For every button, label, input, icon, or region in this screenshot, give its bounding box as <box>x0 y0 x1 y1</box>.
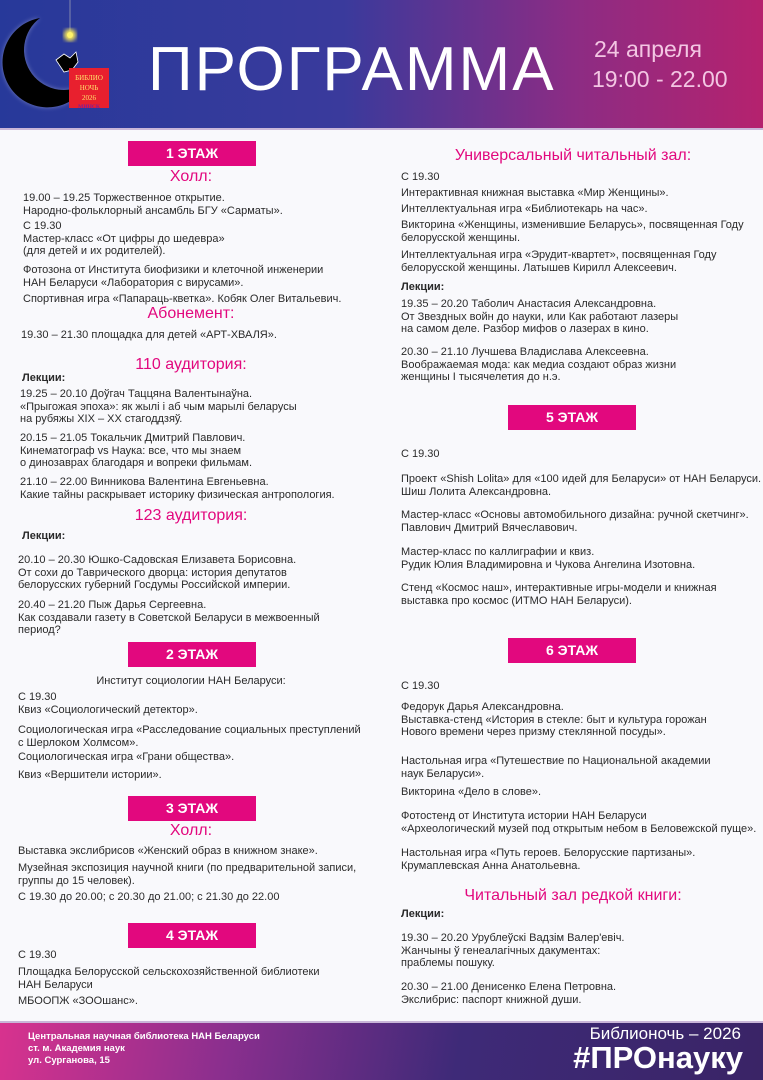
hall-heading: Холл: <box>169 822 213 839</box>
page-title: ПРОГРАММА <box>148 35 556 104</box>
program-item: Проект «Shish Lolita» для «100 идей для Беларуси» от НАН Беларуси. Шиш Лолита Александровна. <box>401 473 762 498</box>
lecture-item: 19.30 – 20.20 Урублеўскі Вадзім Валер'евіч. Жанчыны ў генеалагічных дакументах: праблемы пошуку. <box>401 932 625 970</box>
program-item: 19.00 – 19.25 Торжественное открытие. Народно-фольклорный ансамбль БГУ «Сарматы». <box>23 192 283 217</box>
program-item: Фотозона от Института биофизики и клеточной инженерии НАН Беларуси «Лаборатория с вирусами». <box>23 264 324 289</box>
lecture-item: 20.10 – 20.30 Юшко-Садовская Елизавета Борисовна. От сохи до Таврического дворца: история депутатов белорусских губерний Госдумы Российской империи. <box>18 554 297 592</box>
program-item: Фотостенд от Института истории НАН Беларуси «Археологический музей под открытым небом в Беловежской пуще». <box>401 810 757 835</box>
lectures-label: Лекции: <box>22 372 66 384</box>
floor-1-heading: 1 ЭТАЖ <box>128 141 256 166</box>
program-item: Площадка Белорусской сельскохозяйственной библиотеки НАН Беларуси <box>18 966 320 991</box>
lecture-item: 20.15 – 21.05 Токальчик Дмитрий Павлович. Кинематограф vs Наука: все, что мы знаем о динозаврах благодаря и вопреки фильмам. <box>20 432 253 470</box>
program-item: С 19.30 <box>401 171 440 183</box>
program-item: Интеллектуальная игра «Эрудит-квартет», посвященная Году белорусской женщины. Латышев Кирилл Алексеевич. <box>401 249 717 274</box>
lectures-label: Лекции: <box>401 908 445 920</box>
floor-4-heading: 4 ЭТАЖ <box>128 923 256 948</box>
event-date: 24 апреля <box>594 36 702 62</box>
program-item: С 19.30 Мастер-класс «От цифры до шедевра» (для детей и их родителей). <box>23 220 225 258</box>
reading-hall-heading: Универсальный читальный зал: <box>454 147 692 164</box>
program-item: С 19.30 до 20.00; с 20.30 до 21.00; с 21.30 до 22.00 <box>18 891 280 903</box>
event-time: 19:00 - 22.00 <box>592 66 728 92</box>
program-item: Музейная экспозиция научной книги (по предварительной записи, группы до 15 человек). <box>18 862 357 887</box>
program-item: Стенд «Космос наш», интерактивные игры-модели и книжная выставка про космос (ИТМО НАН Беларуси). <box>401 582 717 607</box>
program-item: С 19.30 <box>18 949 57 961</box>
rare-books-hall-heading: Читальный зал редкой книги: <box>464 887 682 904</box>
lecture-item: 20.30 – 21.10 Лучшева Владислава Алексеевна. Воображаемая мода: как медиа создают образ жизни женщины I тысячелетия до н.э. <box>401 346 677 384</box>
floor-3-heading: 3 ЭТАЖ <box>128 796 256 821</box>
svg-text:НОЧЬ: НОЧЬ <box>79 84 99 92</box>
program-item: Социологическая игра «Расследование социальных преступлений с Шерлоком Холмсом». <box>18 724 361 749</box>
svg-text:МИНСК: МИНСК <box>78 104 100 110</box>
floor-2-heading: 2 ЭТАЖ <box>128 642 256 667</box>
auditorium-123-heading: 123 аудитория: <box>134 507 248 524</box>
program-item: 19.30 – 21.30 площадка для детей «АРТ-ХВАЛЯ». <box>21 329 277 341</box>
program-item: С 19.30 <box>401 448 440 460</box>
program-item: Интеллектуальная игра «Библиотекарь на час». <box>401 203 648 215</box>
program-item: Мастер-класс «Основы автомобильного дизайна: ручной скетчинг». Павлович Дмитрий Вячеславович. <box>401 509 749 534</box>
program-item: С 19.30 <box>401 680 440 692</box>
library-address: Центральная научная библиотека НАН Беларуси ст. м. Академия наук ул. Сурганова, 15 <box>28 1031 260 1066</box>
biblionight-logo <box>0 0 140 130</box>
floor-6-heading: 6 ЭТАЖ <box>508 638 636 663</box>
program-item: Викторина «Женщины, изменившие Беларусь», посвященная Году белорусской женщины. <box>401 219 744 244</box>
lecture-item: 20.30 – 21.00 Денисенко Елена Петровна. Экслибрис: паспорт книжной души. <box>401 981 617 1006</box>
program-item: Спортивная игра «Папараць-кветка». Кобяк Олег Витальевич. <box>23 293 342 305</box>
lectures-label: Лекции: <box>401 281 445 293</box>
hall-heading: Холл: <box>169 168 213 185</box>
footer-banner <box>0 1021 763 1080</box>
lecture-item: 20.40 – 21.20 Пыж Дарья Сергеевна. Как создавали газету в Советской Беларуси в межвоенный период? <box>18 599 320 637</box>
program-item: Интерактивная книжная выставка «Мир Женщины». <box>401 187 669 199</box>
program-item: С 19.30 Квиз «Социологический детектор». <box>18 691 198 716</box>
lecture-item: 19.25 – 20.10 Доўгач Таццяна Валентынаўна. «Прыгожая эпоха»: як жылі і аб чым марылі беларусы на рубяжы XIX – XX стагоддзяў. <box>20 388 297 426</box>
floor-5-heading: 5 ЭТАЖ <box>508 405 636 430</box>
svg-text:БИБЛИО: БИБЛИО <box>75 74 103 82</box>
organization-label: Институт социологии НАН Беларуси: <box>96 675 286 687</box>
program-item: Федорук Дарья Александровна. Выставка-стенд «История в стекле: быт и культура горожан Нового времени через призму стеклянной посуды». <box>401 701 707 739</box>
program-item: Викторина «Дело в слове». <box>401 786 542 798</box>
lecture-item: 19.35 – 20.20 Таболич Анастасия Александровна. От Звездных войн до науки, или Как работают лазеры на самом деле. Разбор мифов о лазерах в кино. <box>401 298 679 336</box>
hashtag: #ПРОнауку <box>573 1040 743 1075</box>
abonement-heading: Абонемент: <box>147 305 235 322</box>
lectures-label: Лекции: <box>22 530 66 542</box>
auditorium-110-heading: 110 аудитория: <box>135 356 247 373</box>
program-item: Выставка экслибрисов «Женский образ в книжном знаке». <box>18 845 318 857</box>
program-item: Настольная игра «Путешествие по Национальной академии наук Беларуси». <box>401 755 711 780</box>
event-name: Библионочь – 2026 <box>589 1024 741 1043</box>
svg-text:2026: 2026 <box>82 94 96 102</box>
lecture-item: 21.10 – 22.00 Винникова Валентина Евгеньевна. Какие тайны раскрывает историку физическая антропология. <box>20 476 335 501</box>
program-item: Квиз «Вершители истории». <box>18 769 162 781</box>
program-item: Социологическая игра «Грани общества». <box>18 751 235 763</box>
program-item: МБООПЖ «ЗООшанс». <box>18 995 138 1007</box>
header-banner <box>0 0 763 130</box>
program-item: Настольная игра «Путь героев. Белорусские партизаны». Крумаплевская Анна Анатольевна. <box>401 847 696 872</box>
program-item: Мастер-класс по каллиграфии и квиз. Рудик Юлия Владимировна и Чукова Ангелина Изотовна. <box>401 546 696 571</box>
